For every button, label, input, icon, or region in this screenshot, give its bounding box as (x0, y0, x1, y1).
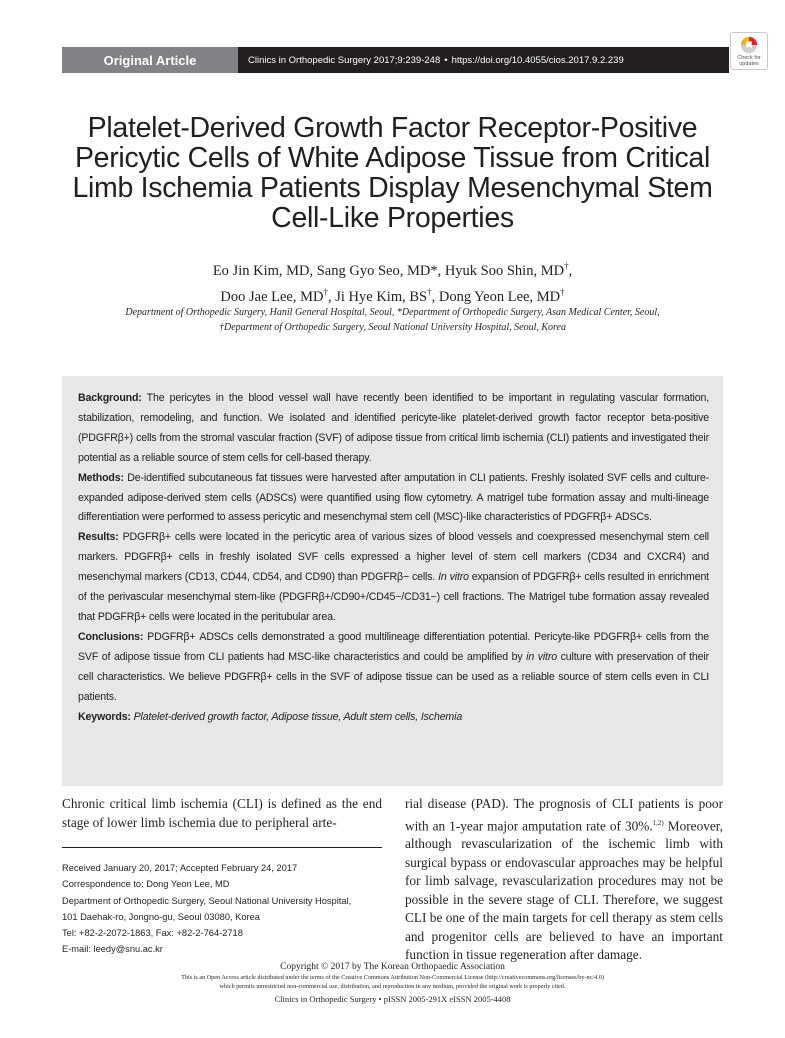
abstract-methods (78, 469, 709, 529)
correspondence-department: Department of Orthopedic Surgery, Seoul National University Hospital, (62, 895, 352, 906)
page-footer (60, 961, 725, 1006)
italic-term: In vitro (438, 571, 469, 584)
body-right-column (405, 795, 723, 965)
citation-ref[interactable]: 1,2) (652, 818, 664, 827)
journal-citation (238, 55, 624, 66)
author-mark: † (427, 286, 432, 297)
affiliations (60, 306, 725, 335)
abstract-conclusions (78, 628, 709, 708)
check-for-updates-badge[interactable] (730, 32, 768, 70)
authors-text: , (568, 262, 573, 279)
body-text: rial disease (PAD). The prognosis of CLI patients is poor with an 1-year major amputation rate of 30%. (405, 796, 723, 833)
affiliation-line-2: †Department of Orthopedic Surgery, Seoul National University Hospital, Seoul, Korea (218, 321, 566, 333)
abstract-box (62, 376, 723, 786)
citation-text: Clinics in Orthopedic Surgery 2017;9:239-248 (248, 54, 441, 66)
section-text: PDGFRβ+ cells were located in the pericytic area of various sizes of blood vessels and coexpressed mesenchymal stem cell markers. PDGFRβ+ cells in freshly isolated SVF cells expressed a higher level of stem cell markers (CD34 and CXCR4) and mesenchymal markers (CD13, CD44, CD54, and CD90) than PDGFRβ− cells. (78, 531, 710, 584)
copyright: Copyright © 2017 by The Korean Orthopaedic Association (280, 962, 505, 972)
correspondence-phone: Tel: +82-2-2072-1863, Fax: +82-2-764-2718 (62, 928, 243, 939)
journal-banner (62, 47, 729, 73)
authors-text: , Ji Hye Kim, BS (328, 288, 428, 305)
section-label: Background: (78, 392, 142, 404)
author-line-1 (60, 256, 725, 282)
correspondence-block (62, 860, 392, 958)
authors-text: Eo Jin Kim, MD, Sang Gyo Seo, MD*, Hyuk Soo Shin, MD (212, 262, 565, 279)
authors-text: , Dong Yeon Lee, MD (431, 288, 561, 305)
author-mark: † (560, 286, 565, 297)
license-line-2: which permits unrestricted non-commercial use, distribution, and reproduction in any medium, provided the original work is properly cited. (219, 982, 566, 990)
author-line-2 (60, 282, 725, 308)
footnote-divider (62, 847, 382, 848)
abstract-results (78, 528, 709, 628)
author-mark: † (564, 261, 569, 271)
section-label: Methods: (78, 471, 124, 484)
section-label: Results: (78, 531, 119, 544)
article-type-label: Original Article (62, 47, 238, 73)
section-label: Conclusions: (78, 630, 144, 643)
correspondence-name: Correspondence to: Dong Yeon Lee, MD (62, 879, 230, 890)
section-text: expansion of PDGFRβ+ cells resulted in enrichment of the perivascular mesenchymal stem-like (PDGFRβ+/CD90+/CD45−/CD31−) cell fractions. The Matrigel tube formation assay revealed that PDGFRβ+ cells were located in the peritubular area. (78, 571, 709, 623)
body-text: Moreover, although revascularization of the ischemic limb with surgical bypass or endovascular approaches may be helpful for limb salvage, revascularization procedures may not be possible in the severe stage of CLI. Therefore, we suggest CLI be one of the main targets for cell therapy as stem cells and progenitor cells are believed to have an important function in tissue regeneration after damage. (405, 817, 723, 963)
correspondence-email[interactable]: E-mail: leedy@snu.ac.kr (62, 944, 163, 955)
affiliation-line-1: Department of Orthopedic Surgery, Hanil General Hospital, Seoul, *Department of Orthopedic Surgery, Asan Medical Center, Seoul, (125, 307, 660, 318)
section-text: PDGFRβ+ ADSCs cells demonstrated a good multilineage differentiation potential. Pericyte-like PDGFRβ+ cells from the SVF of adipose tissue from CLI patients had MSC-like characteristics and could be amplified by (78, 630, 710, 663)
body-left-column: Chronic critical limb ischemia (CLI) is defined as the end stage of lower limb ischemia due to peripheral arte- (62, 796, 382, 830)
abstract-keywords (78, 708, 709, 728)
italic-term: in vitro (526, 650, 557, 663)
license-line-1: This is an Open Access article distributed under the terms of the Creative Commons Attribution Non-Commercial License (http://creativecommons.org/licenses/by-nc/4.0) (181, 974, 604, 981)
author-list (60, 256, 725, 308)
abstract-background (78, 389, 709, 469)
article-title: Platelet-Derived Growth Factor Receptor-Positive Pericytic Cells of White Adipose Tissue from Critical Limb Ischemia Patients Display Mesenchymal Stem Cell-Like Properties (72, 112, 713, 234)
section-label: Keywords: (78, 710, 131, 723)
section-text: culture with preservation of their cell characteristics. We believe PDGFRβ+ cells in the SVF of adipose tissue can be used as a reliable source of stem cells even in CLI patients. (78, 650, 709, 703)
check-for-updates-icon (740, 36, 758, 54)
issn-line: Clinics in Orthopedic Surgery • pISSN 2005-291X eISSN 2005-4408 (274, 994, 511, 1004)
doi-link[interactable]: https://doi.org/10.4055/cios.2017.9.2.239 (451, 54, 624, 66)
received-dates: Received January 20, 2017; Accepted February 24, 2017 (62, 863, 298, 873)
author-mark: † (323, 286, 328, 297)
correspondence-address: 101 Daehak-ro, Jongno-gu, Seoul 03080, Korea (62, 911, 260, 922)
bullet-separator: • (444, 54, 448, 66)
section-text: De-identified subcutaneous fat tissues were harvested after amputation in CLI patients. Freshly isolated SVF cells and culture-expanded adipose-derived stem cells (ADSCs) were quantified using flow cytometry. A matrigel tube formation assay and multi-lineage differentiation were performed to assess pericytic and mesenchymal stem cell (MSC)-like characteristics of PDGFRβ+ ADSCs. (78, 471, 710, 524)
authors-text: Doo Jae Lee, MD (220, 288, 324, 305)
keywords-text: Platelet-derived growth factor, Adipose tissue, Adult stem cells, Ischemia (133, 710, 463, 723)
section-text: The pericytes in the blood vessel wall have recently been identified to be important in regulating vascular formation, stabilization, remodeling, and function. We isolated and identified pericyte-like platelet-derived growth factor receptor beta-positive (PDGFRβ+) cells from the stromal vascular fraction (SVF) of adipose tissue from critical limb ischemia (CLI) patients and investigated their potential as a reliable source of stem cells for cell-based therapy. (78, 392, 709, 464)
badge-label: Check for updates (737, 55, 761, 67)
